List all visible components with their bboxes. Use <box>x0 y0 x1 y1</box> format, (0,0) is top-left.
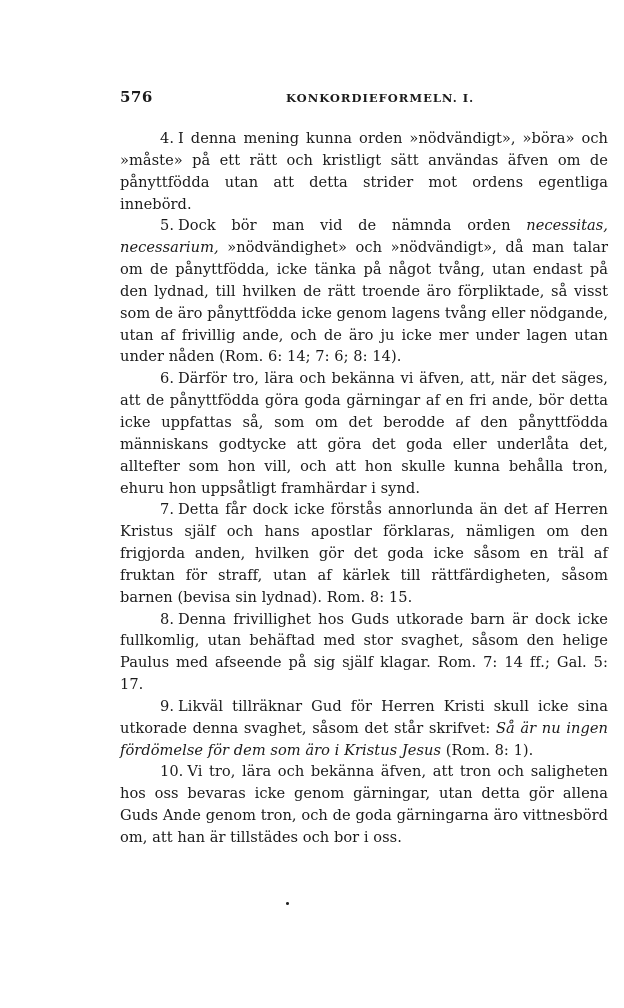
book-page <box>120 88 608 849</box>
paragraph-5 <box>120 215 608 368</box>
paragraph-number: 10. <box>160 763 184 781</box>
ink-speck <box>286 902 289 905</box>
paragraph-text: I denna mening kunna orden »nödvändigt», »böra» och »måste» på ett rätt och kristligt sätt användas äfven om de pånyttfödda utan att detta strider mot ordens egentliga innebörd. <box>120 130 608 213</box>
paragraph-text: Likväl tillräknar Gud för Herren Kristi skull icke sina utkorade denna svaghet, såsom det står skrifvet: <box>120 697 608 737</box>
page-number: 576 <box>120 88 153 106</box>
paragraph-number: 5. <box>160 217 175 235</box>
paragraph-number: 9. <box>160 697 175 715</box>
paragraph-text: Därför tro, lära och bekänna vi äfven, att, när det säges, att de pånyttfödda göra goda gärningar af en fri ande, bör detta icke uppfattas så, som om det berodde af den pånyttfödda människans godtycke att göra det goda eller underlåta det, alltefter som hon vill, och att hon skulle kunna behålla tron, ehuru hon uppsåtligt framhärdar i synd. <box>120 370 608 497</box>
paragraph-text: Detta får dock icke förstås annorlunda än det af Herren Kristus själf och hans apostlar förklaras, nämligen om den frigjorda anden, hvilken gör det goda icke såsom en träl af fruktan för straff, utan af kärlek till rättfärdigheten, såsom barnen (bevisa sin lydnad). Rom. 8: 15. <box>120 501 608 606</box>
paragraph-10 <box>120 761 608 848</box>
paragraph-number: 6. <box>160 370 175 388</box>
scripture-quote: Så är nu ingen fördömelse för dem som äro i Kristus Jesus <box>120 719 609 759</box>
running-head <box>120 88 608 110</box>
paragraph-7 <box>120 499 608 608</box>
paragraph-6 <box>120 368 608 499</box>
paragraph-number: 8. <box>160 610 175 628</box>
paragraph-text: Dock bör man vid de nämnda orden <box>178 217 527 235</box>
paragraph-9 <box>120 696 608 762</box>
paragraph-4 <box>120 128 608 215</box>
paragraph-text: Vi tro, lära och bekänna äfven, att tron och saligheten hos oss bevaras icke genom gärningar, utan detta gör allena Guds Ande genom tron, och de goda gärningarna äro vittnesbörd om, att han är tillstädes och bor i oss. <box>120 763 608 846</box>
latin-terms: necessitas, necessarium, <box>120 217 608 257</box>
paragraph-number: 4. <box>160 130 175 147</box>
paragraph-text: »nödvändighet» och »nödvändigt», då man talar om de pånyttfödda, icke tänka på något tvång, utan endast på den lydnad, till hvilken de rätt troende äro förpliktade, så visst som de äro pånyttfödda icke genom lagens tvång eller nödgande, utan af frivillig ande, och de äro ju icke mer under lagen utan under nåden (Rom. 6: 14; 7: 6; 8: 14). <box>120 239 608 366</box>
paragraph-number: 7. <box>160 501 175 519</box>
paragraph-text: Denna frivillighet hos Guds utkorade barn är dock icke fullkomlig, utan behäftad med stor svaghet, såsom den helige Paulus med afseende på sig själf klagar. Rom. 7: 14 ff.; Gal. 5: 17. <box>120 610 608 694</box>
paragraph-8 <box>120 609 608 696</box>
paragraph-text: (Rom. 8: 1). <box>441 741 534 759</box>
body-text <box>120 128 608 849</box>
running-title: KONKORDIEFORMELN. I. <box>286 91 475 105</box>
